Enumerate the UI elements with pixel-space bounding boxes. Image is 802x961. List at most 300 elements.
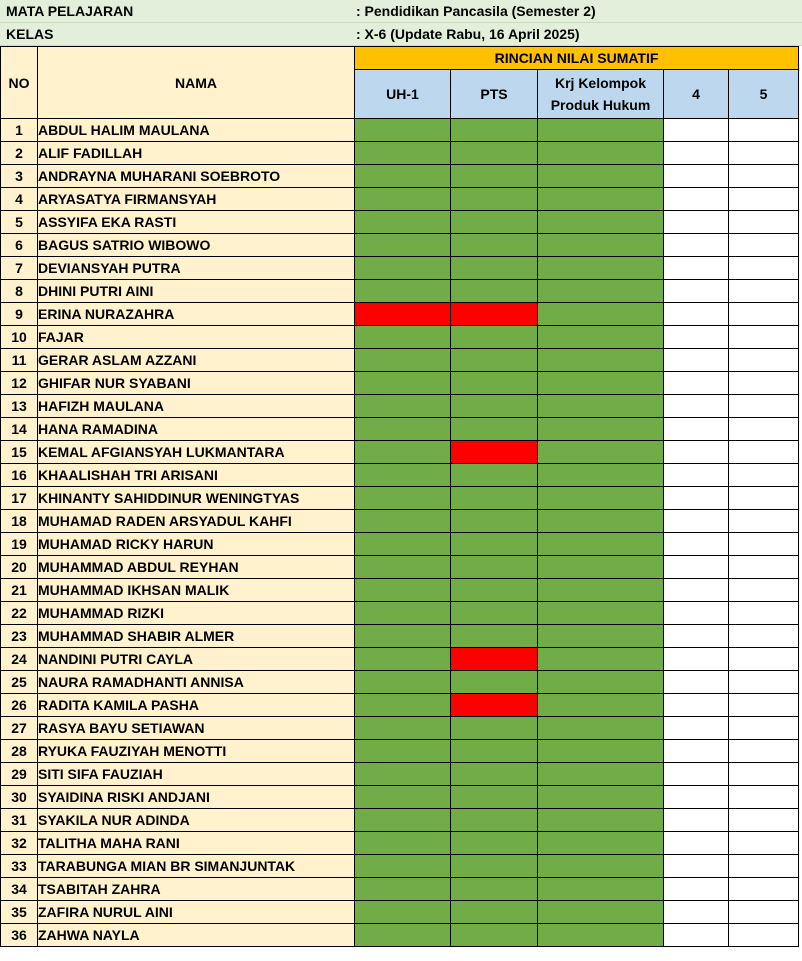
table-row [1, 349, 799, 372]
row-number: 2 [1, 142, 38, 165]
table-row [1, 717, 799, 740]
score-cell-white[interactable] [664, 648, 729, 671]
score-cell-green[interactable] [451, 717, 538, 740]
score-cell-green[interactable] [355, 648, 451, 671]
row-number: 11 [1, 349, 38, 372]
score-cell-white[interactable] [729, 855, 799, 878]
score-cell-green[interactable] [355, 855, 451, 878]
score-cell-green[interactable] [451, 878, 538, 901]
score-cell-white[interactable] [729, 119, 799, 142]
table-row [1, 303, 799, 326]
score-cell-green[interactable] [355, 556, 451, 579]
table-row [1, 648, 799, 671]
class-label: KELAS [6, 26, 54, 42]
student-name: ZAFIRA NURUL AINI [38, 901, 355, 924]
score-cell-green[interactable] [538, 625, 664, 648]
score-cell-white[interactable] [664, 119, 729, 142]
score-cell-white[interactable] [729, 602, 799, 625]
score-cell-green[interactable] [538, 211, 664, 234]
score-cell-white[interactable] [664, 740, 729, 763]
score-cell-green[interactable] [355, 165, 451, 188]
student-name: HANA RAMADINA [38, 418, 355, 441]
score-cell-white[interactable] [664, 878, 729, 901]
score-cell-green[interactable] [355, 901, 451, 924]
table-row [1, 211, 799, 234]
score-cell-green[interactable] [355, 395, 451, 418]
score-cell-red[interactable] [355, 303, 451, 326]
score-cell-green[interactable] [355, 188, 451, 211]
table-row [1, 280, 799, 303]
table-row [1, 142, 799, 165]
score-cell-white[interactable] [729, 234, 799, 257]
student-name: RYUKA FAUZIYAH MENOTTI [38, 740, 355, 763]
student-name: SITI SIFA FAUZIAH [38, 763, 355, 786]
student-name: DEVIANSYAH PUTRA [38, 257, 355, 280]
student-name: HAFIZH MAULANA [38, 395, 355, 418]
row-number: 29 [1, 763, 38, 786]
row-number: 32 [1, 832, 38, 855]
score-cell-white[interactable] [729, 280, 799, 303]
score-cell-white[interactable] [729, 740, 799, 763]
score-cell-green[interactable] [538, 901, 664, 924]
score-cell-green[interactable] [538, 280, 664, 303]
row-number: 16 [1, 464, 38, 487]
score-cell-white[interactable] [729, 487, 799, 510]
score-cell-white[interactable] [664, 395, 729, 418]
score-cell-white[interactable] [664, 602, 729, 625]
score-cell-white[interactable] [664, 924, 729, 947]
score-cell-red[interactable] [451, 694, 538, 717]
score-cell-green[interactable] [355, 878, 451, 901]
score-cell-green[interactable] [538, 717, 664, 740]
table-row [1, 372, 799, 395]
score-cell-green[interactable] [355, 671, 451, 694]
score-cell-white[interactable] [664, 280, 729, 303]
score-cell-green[interactable] [451, 671, 538, 694]
score-cell-green[interactable] [538, 142, 664, 165]
score-cell-green[interactable] [451, 533, 538, 556]
score-cell-green[interactable] [451, 349, 538, 372]
score-cell-green[interactable] [538, 418, 664, 441]
row-number: 15 [1, 441, 38, 464]
table-row [1, 533, 799, 556]
column-header-4: 4 [664, 70, 729, 119]
table-row [1, 625, 799, 648]
table-row [1, 257, 799, 280]
score-cell-green[interactable] [451, 625, 538, 648]
score-cell-green[interactable] [538, 441, 664, 464]
score-cell-white[interactable] [729, 372, 799, 395]
score-cell-green[interactable] [451, 579, 538, 602]
score-cell-white[interactable] [729, 188, 799, 211]
student-name: NANDINI PUTRI CAYLA [38, 648, 355, 671]
row-number: 19 [1, 533, 38, 556]
score-cell-white[interactable] [729, 165, 799, 188]
score-cell-green[interactable] [355, 441, 451, 464]
score-cell-green[interactable] [355, 119, 451, 142]
table-row [1, 188, 799, 211]
score-cell-white[interactable] [729, 510, 799, 533]
score-cell-white[interactable] [729, 694, 799, 717]
table-row [1, 786, 799, 809]
column-header-5: 5 [729, 70, 799, 119]
score-cell-white[interactable] [729, 533, 799, 556]
row-number: 14 [1, 418, 38, 441]
score-cell-white[interactable] [664, 763, 729, 786]
row-number: 8 [1, 280, 38, 303]
score-cell-green[interactable] [538, 694, 664, 717]
score-cell-white[interactable] [729, 809, 799, 832]
score-cell-green[interactable] [451, 257, 538, 280]
score-cell-green[interactable] [355, 786, 451, 809]
score-cell-green[interactable] [451, 165, 538, 188]
score-cell-green[interactable] [355, 464, 451, 487]
score-cell-green[interactable] [538, 855, 664, 878]
row-number: 33 [1, 855, 38, 878]
score-cell-white[interactable] [664, 326, 729, 349]
row-number: 5 [1, 211, 38, 234]
row-number: 28 [1, 740, 38, 763]
score-cell-green[interactable] [451, 556, 538, 579]
score-cell-white[interactable] [729, 579, 799, 602]
score-cell-green[interactable] [538, 257, 664, 280]
student-name: KHAALISHAH TRI ARISANI [38, 464, 355, 487]
score-cell-white[interactable] [729, 326, 799, 349]
score-cell-green[interactable] [538, 556, 664, 579]
score-cell-green[interactable] [355, 326, 451, 349]
row-number: 12 [1, 372, 38, 395]
table-row [1, 556, 799, 579]
score-cell-white[interactable] [664, 165, 729, 188]
score-cell-green[interactable] [355, 579, 451, 602]
student-name: MUHAMMAD SHABIR ALMER [38, 625, 355, 648]
score-cell-white[interactable] [664, 832, 729, 855]
score-cell-white[interactable] [729, 303, 799, 326]
student-name: ZAHWA NAYLA [38, 924, 355, 947]
column-header-krj-kelompok: Krj Kelompok Produk Hukum [538, 70, 664, 119]
score-cell-white[interactable] [664, 625, 729, 648]
score-cell-white[interactable] [664, 441, 729, 464]
table-row [1, 855, 799, 878]
student-name: ASSYIFA EKA RASTI [38, 211, 355, 234]
row-number: 34 [1, 878, 38, 901]
table-row [1, 763, 799, 786]
score-cell-white[interactable] [729, 556, 799, 579]
table-row [1, 510, 799, 533]
score-cell-green[interactable] [538, 487, 664, 510]
score-cell-green[interactable] [451, 602, 538, 625]
score-cell-green[interactable] [538, 878, 664, 901]
score-cell-white[interactable] [664, 717, 729, 740]
score-cell-green[interactable] [538, 648, 664, 671]
student-name: RADITA KAMILA PASHA [38, 694, 355, 717]
grade-table [0, 46, 799, 947]
row-number: 7 [1, 257, 38, 280]
row-number: 25 [1, 671, 38, 694]
score-cell-white[interactable] [664, 211, 729, 234]
student-name: ARYASATYA FIRMANSYAH [38, 188, 355, 211]
score-cell-white[interactable] [729, 924, 799, 947]
row-number: 26 [1, 694, 38, 717]
table-row [1, 326, 799, 349]
score-cell-green[interactable] [451, 464, 538, 487]
score-cell-white[interactable] [664, 349, 729, 372]
row-number: 30 [1, 786, 38, 809]
row-number: 6 [1, 234, 38, 257]
score-cell-green[interactable] [538, 924, 664, 947]
score-cell-green[interactable] [538, 188, 664, 211]
student-name: TARABUNGA MIAN BR SIMANJUNTAK [38, 855, 355, 878]
student-name: GERAR ASLAM AZZANI [38, 349, 355, 372]
score-cell-red[interactable] [451, 648, 538, 671]
score-cell-white[interactable] [729, 257, 799, 280]
score-cell-green[interactable] [355, 211, 451, 234]
row-number: 22 [1, 602, 38, 625]
score-cell-green[interactable] [451, 395, 538, 418]
score-cell-green[interactable] [355, 763, 451, 786]
class-value: : X-6 (Update Rabu, 16 April 2025) [356, 26, 580, 42]
score-cell-green[interactable] [451, 924, 538, 947]
student-name: ALIF FADILLAH [38, 142, 355, 165]
score-cell-green[interactable] [355, 280, 451, 303]
score-cell-white[interactable] [664, 487, 729, 510]
score-cell-green[interactable] [538, 349, 664, 372]
student-name: RASYA BAYU SETIAWAN [38, 717, 355, 740]
score-cell-green[interactable] [538, 533, 664, 556]
score-cell-white[interactable] [729, 878, 799, 901]
row-number: 9 [1, 303, 38, 326]
score-cell-green[interactable] [355, 694, 451, 717]
subject-label: MATA PELAJARAN [6, 3, 134, 19]
table-row [1, 694, 799, 717]
score-cell-green[interactable] [451, 487, 538, 510]
column-header-uh1: UH-1 [355, 70, 451, 119]
score-cell-white[interactable] [664, 556, 729, 579]
score-cell-green[interactable] [451, 234, 538, 257]
student-name: ABDUL HALIM MAULANA [38, 119, 355, 142]
score-cell-green[interactable] [538, 395, 664, 418]
score-cell-red[interactable] [451, 303, 538, 326]
score-cell-green[interactable] [451, 280, 538, 303]
score-cell-green[interactable] [355, 533, 451, 556]
score-cell-green[interactable] [538, 464, 664, 487]
row-number: 23 [1, 625, 38, 648]
score-cell-white[interactable] [664, 372, 729, 395]
score-cell-green[interactable] [538, 326, 664, 349]
table-row [1, 395, 799, 418]
student-name: FAJAR [38, 326, 355, 349]
row-number: 24 [1, 648, 38, 671]
row-number: 10 [1, 326, 38, 349]
row-number: 36 [1, 924, 38, 947]
score-cell-green[interactable] [538, 234, 664, 257]
class-row [0, 23, 802, 46]
score-cell-white[interactable] [664, 855, 729, 878]
table-row [1, 878, 799, 901]
score-cell-green[interactable] [355, 625, 451, 648]
table-row [1, 165, 799, 188]
table-row [1, 441, 799, 464]
score-cell-green[interactable] [355, 234, 451, 257]
grade-table-body [1, 119, 799, 947]
student-name: GHIFAR NUR SYABANI [38, 372, 355, 395]
score-cell-green[interactable] [355, 510, 451, 533]
table-row [1, 832, 799, 855]
row-number: 4 [1, 188, 38, 211]
score-cell-white[interactable] [729, 349, 799, 372]
score-cell-green[interactable] [451, 211, 538, 234]
score-cell-green[interactable] [355, 418, 451, 441]
score-cell-white[interactable] [664, 418, 729, 441]
score-cell-white[interactable] [729, 418, 799, 441]
row-number: 13 [1, 395, 38, 418]
score-cell-green[interactable] [355, 487, 451, 510]
column-group-rincian: RINCIAN NILAI SUMATIF [355, 47, 799, 70]
student-name: BAGUS SATRIO WIBOWO [38, 234, 355, 257]
score-cell-green[interactable] [355, 349, 451, 372]
score-cell-white[interactable] [729, 142, 799, 165]
student-name: TALITHA MAHA RANI [38, 832, 355, 855]
score-cell-white[interactable] [664, 533, 729, 556]
student-name: SYAIDINA RISKI ANDJANI [38, 786, 355, 809]
student-name: MUHAMAD RICKY HARUN [38, 533, 355, 556]
table-row [1, 671, 799, 694]
score-cell-white[interactable] [729, 395, 799, 418]
score-cell-white[interactable] [729, 211, 799, 234]
score-cell-green[interactable] [451, 763, 538, 786]
score-cell-white[interactable] [729, 648, 799, 671]
score-cell-white[interactable] [664, 694, 729, 717]
score-cell-white[interactable] [729, 763, 799, 786]
table-row [1, 924, 799, 947]
score-cell-green[interactable] [538, 303, 664, 326]
table-row [1, 418, 799, 441]
subject-row [0, 0, 802, 23]
row-number: 3 [1, 165, 38, 188]
student-name: ANDRAYNA MUHARANI SOEBROTO [38, 165, 355, 188]
score-cell-green[interactable] [451, 418, 538, 441]
score-cell-green[interactable] [538, 671, 664, 694]
student-name: MUHAMMAD ABDUL REYHAN [38, 556, 355, 579]
table-row [1, 119, 799, 142]
score-cell-white[interactable] [664, 142, 729, 165]
row-number: 31 [1, 809, 38, 832]
score-cell-green[interactable] [538, 372, 664, 395]
score-cell-white[interactable] [729, 671, 799, 694]
table-row [1, 487, 799, 510]
score-cell-green[interactable] [451, 809, 538, 832]
student-name: KEMAL AFGIANSYAH LUKMANTARA [38, 441, 355, 464]
score-cell-green[interactable] [451, 188, 538, 211]
row-number: 1 [1, 119, 38, 142]
score-cell-green[interactable] [451, 855, 538, 878]
subject-value: : Pendidikan Pancasila (Semester 2) [356, 3, 596, 19]
column-header-nama: NAMA [38, 47, 355, 119]
score-cell-green[interactable] [355, 740, 451, 763]
score-cell-green[interactable] [538, 510, 664, 533]
score-cell-green[interactable] [355, 832, 451, 855]
table-row [1, 234, 799, 257]
score-cell-green[interactable] [451, 372, 538, 395]
student-name: SYAKILA NUR ADINDA [38, 809, 355, 832]
score-cell-green[interactable] [451, 119, 538, 142]
score-cell-white[interactable] [729, 717, 799, 740]
score-cell-green[interactable] [355, 142, 451, 165]
row-number: 27 [1, 717, 38, 740]
score-cell-green[interactable] [451, 832, 538, 855]
score-cell-green[interactable] [355, 602, 451, 625]
student-name: MUHAMMAD IKHSAN MALIK [38, 579, 355, 602]
score-cell-white[interactable] [664, 809, 729, 832]
score-cell-white[interactable] [664, 786, 729, 809]
score-cell-green[interactable] [538, 809, 664, 832]
student-name: NAURA RAMADHANTI ANNISA [38, 671, 355, 694]
score-cell-green[interactable] [538, 119, 664, 142]
score-cell-green[interactable] [355, 257, 451, 280]
score-cell-white[interactable] [729, 464, 799, 487]
score-cell-green[interactable] [451, 740, 538, 763]
score-cell-white[interactable] [664, 188, 729, 211]
score-cell-green[interactable] [451, 786, 538, 809]
score-cell-white[interactable] [729, 901, 799, 924]
score-cell-green[interactable] [538, 786, 664, 809]
row-number: 18 [1, 510, 38, 533]
column-header-no: NO [1, 47, 38, 119]
score-cell-red[interactable] [451, 441, 538, 464]
score-cell-green[interactable] [538, 832, 664, 855]
row-number: 20 [1, 556, 38, 579]
student-name: MUHAMMAD RIZKI [38, 602, 355, 625]
score-cell-white[interactable] [664, 464, 729, 487]
score-cell-green[interactable] [355, 717, 451, 740]
student-name: TSABITAH ZAHRA [38, 878, 355, 901]
score-cell-white[interactable] [664, 234, 729, 257]
score-cell-green[interactable] [451, 142, 538, 165]
row-number: 35 [1, 901, 38, 924]
score-cell-green[interactable] [451, 326, 538, 349]
score-cell-green[interactable] [538, 579, 664, 602]
score-cell-white[interactable] [729, 832, 799, 855]
score-cell-green[interactable] [355, 809, 451, 832]
score-cell-white[interactable] [664, 510, 729, 533]
student-name: ERINA NURAZAHRA [38, 303, 355, 326]
row-number: 21 [1, 579, 38, 602]
student-name: MUHAMAD RADEN ARSYADUL KAHFI [38, 510, 355, 533]
score-cell-green[interactable] [538, 740, 664, 763]
score-cell-white[interactable] [664, 579, 729, 602]
score-cell-green[interactable] [355, 924, 451, 947]
score-cell-white[interactable] [664, 257, 729, 280]
table-row [1, 740, 799, 763]
table-row [1, 579, 799, 602]
score-cell-white[interactable] [664, 303, 729, 326]
table-row [1, 602, 799, 625]
score-cell-green[interactable] [538, 165, 664, 188]
column-header-pts: PTS [451, 70, 538, 119]
score-cell-white[interactable] [664, 671, 729, 694]
score-cell-white[interactable] [664, 901, 729, 924]
score-cell-white[interactable] [729, 441, 799, 464]
score-cell-white[interactable] [729, 786, 799, 809]
score-cell-green[interactable] [538, 602, 664, 625]
score-cell-green[interactable] [538, 763, 664, 786]
score-cell-green[interactable] [451, 901, 538, 924]
score-cell-white[interactable] [729, 625, 799, 648]
row-number: 17 [1, 487, 38, 510]
score-cell-green[interactable] [355, 372, 451, 395]
student-name: DHINI PUTRI AINI [38, 280, 355, 303]
score-cell-green[interactable] [451, 510, 538, 533]
